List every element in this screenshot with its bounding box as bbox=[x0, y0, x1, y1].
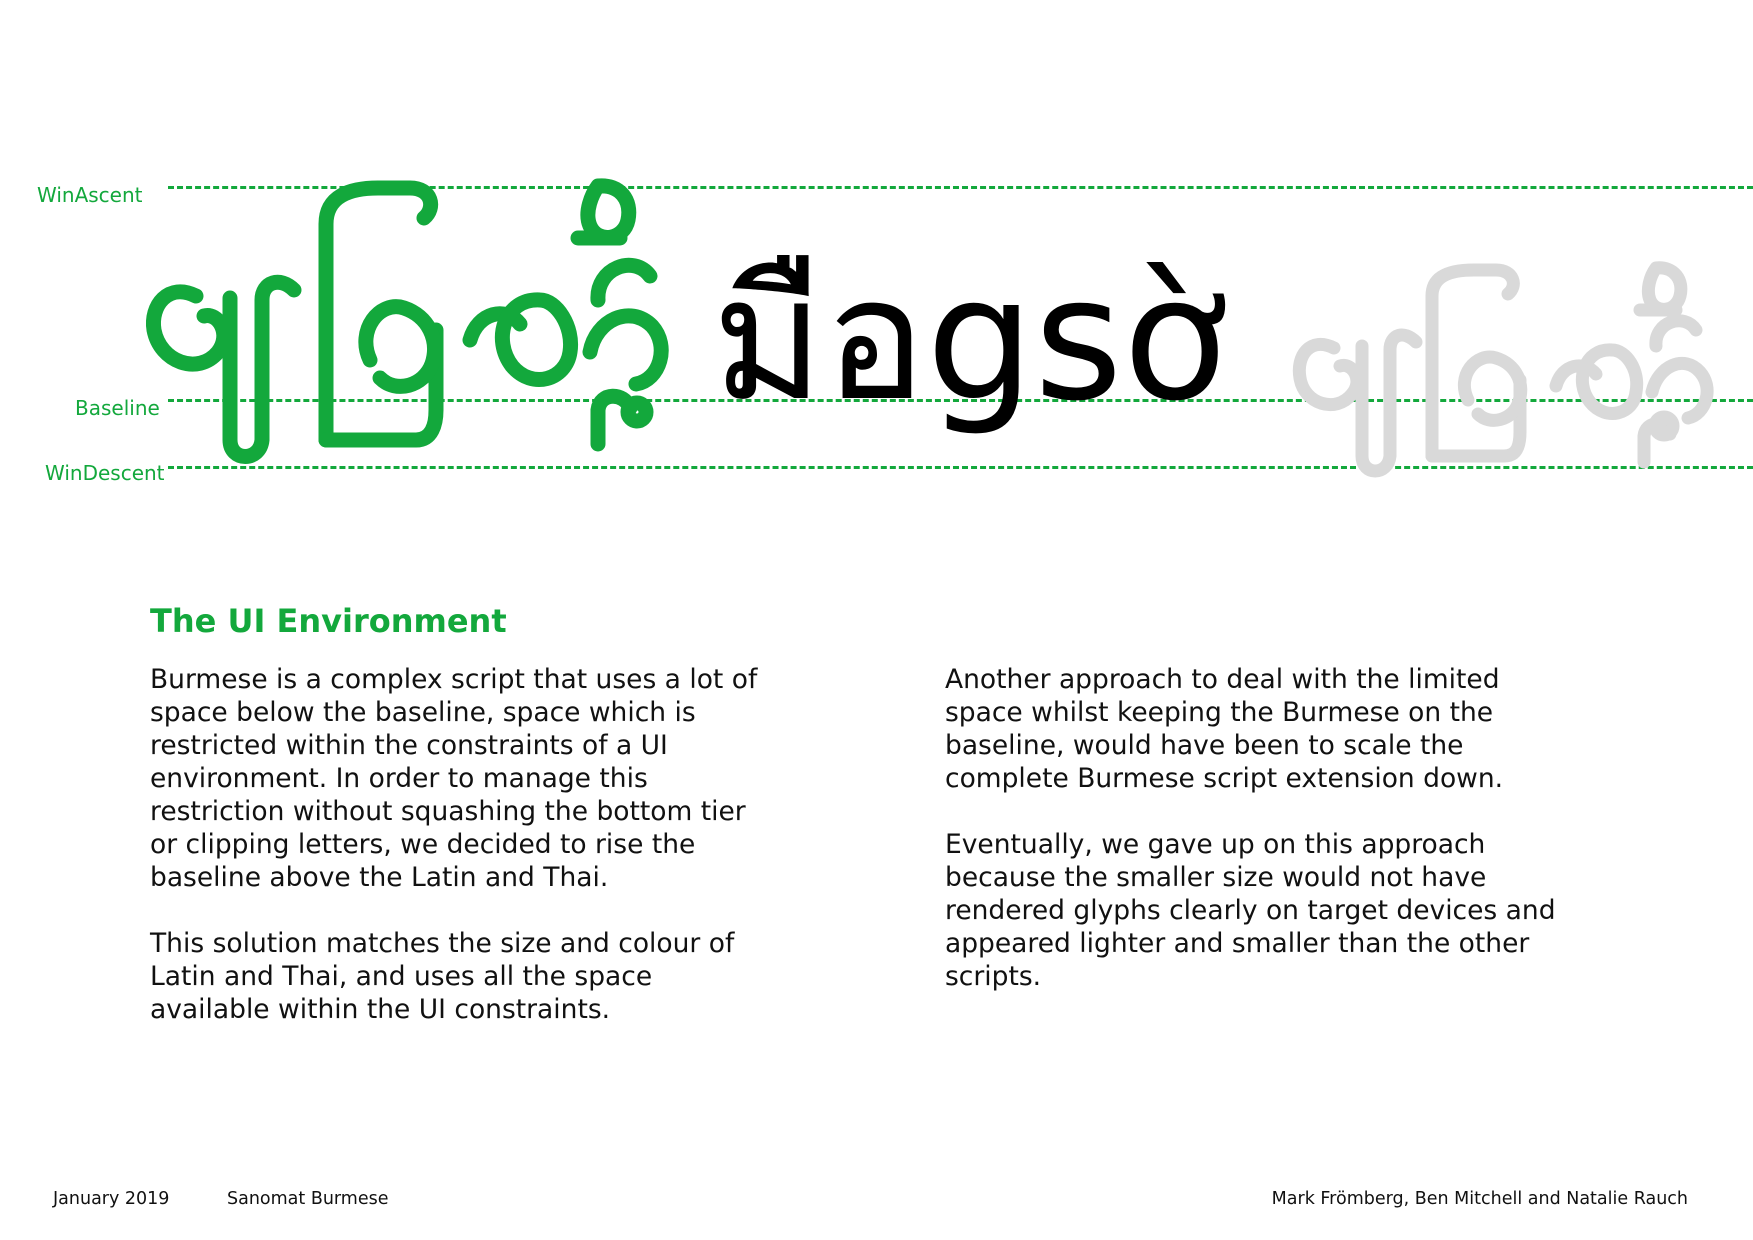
footer-project: Sanomat Burmese bbox=[227, 1189, 389, 1209]
body-paragraph: This solution matches the size and colour of Latin and Thai, and uses all the space available within the UI constraints. bbox=[150, 928, 735, 1025]
win-descent-label: WinDescent bbox=[45, 461, 165, 485]
specimen-artwork bbox=[0, 0, 1753, 520]
win-ascent-label: WinAscent bbox=[37, 183, 143, 207]
footer-authors: Mark Frömberg, Ben Mitchell and Natalie Rauch bbox=[1271, 1189, 1688, 1209]
body-paragraph: Eventually, we gave up on this approach because the smaller size would not have rendered glyphs clearly on target devices and appeared lighter and smaller than the other scripts. bbox=[945, 829, 1556, 992]
baseline-label: Baseline bbox=[75, 396, 160, 420]
latin-thai-sample: มือgsờ bbox=[712, 241, 1227, 439]
body-column-right bbox=[945, 663, 1565, 1026]
body-column-left bbox=[150, 663, 770, 1059]
burmese-sample-green bbox=[153, 186, 661, 457]
body-paragraph: Another approach to deal with the limited space whilst keeping the Burmese on the baseline, would have been to scale the complete Burmese script extension down. bbox=[945, 664, 1504, 794]
section-heading: The UI Environment bbox=[150, 602, 507, 640]
body-paragraph: Burmese is a complex script that uses a lot of space below the baseline, space which is restricted within the constraints of a UI environment. In order to manage this restriction without squashing the bottom tier or clipping letters, we decided to rise the baseline above the Latin and Thai. bbox=[150, 664, 758, 893]
burmese-sample-ghost bbox=[1299, 268, 1707, 471]
footer-date: January 2019 bbox=[53, 1189, 170, 1209]
